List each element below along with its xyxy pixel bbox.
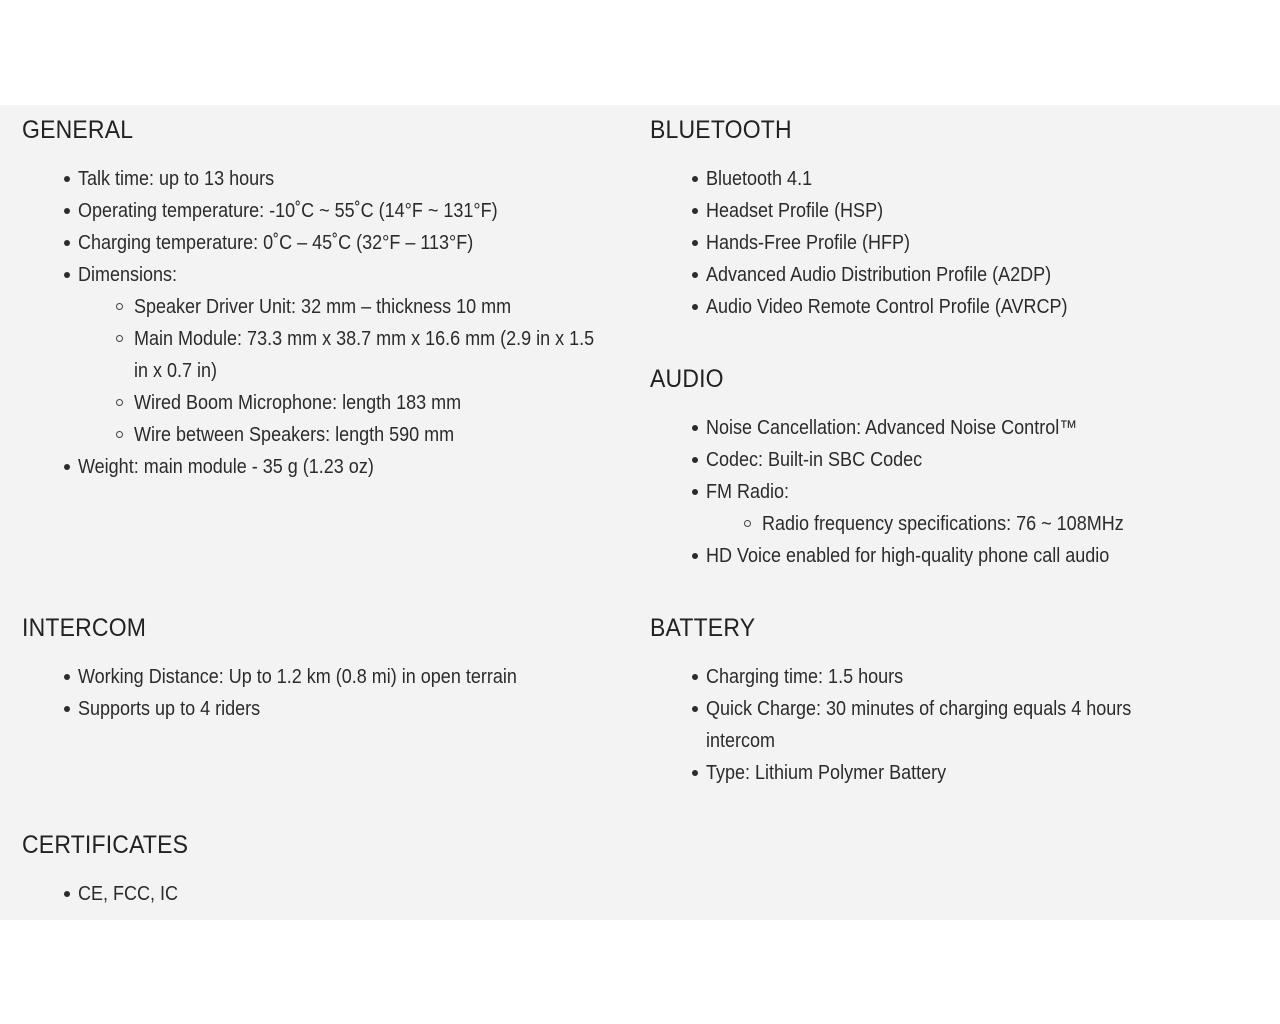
intercom-heading: INTERCOM [22,614,147,642]
list-item: Advanced Audio Distribution Profile (A2DP) [650,259,1250,291]
list-item: Working Distance: Up to 1.2 km (0.8 mi) in open terrain [22,661,622,693]
bluetooth-list [650,163,1250,323]
general-heading: GENERAL [22,116,134,144]
certificates-section [22,830,622,910]
audio-heading: AUDIO [650,365,724,393]
dimensions-list [78,291,622,451]
sub-list-item: Radio frequency specifications: 76 ~ 108MHz [706,508,1250,540]
general-section [22,115,622,483]
battery-section [650,613,1250,789]
list-item: Type: Lithium Polymer Battery [650,757,1250,789]
sub-list-item: Wired Boom Microphone: length 183 mm [78,387,622,419]
certificates-heading: CERTIFICATES [22,831,189,859]
battery-heading: BATTERY [650,614,756,642]
list-item: Audio Video Remote Control Profile (AVRCP) [650,291,1250,323]
list-item: Talk time: up to 13 hours [22,163,622,195]
list-item: Codec: Built-in SBC Codec [650,444,1250,476]
sub-list-item: Main Module: 73.3 mm x 38.7 mm x 16.6 mm (2.9 in x 1.5 in x 0.7 in) [78,323,622,387]
list-item: Bluetooth 4.1 [650,163,1250,195]
list-item: HD Voice enabled for high-quality phone call audio [650,540,1250,572]
battery-list [650,661,1250,789]
list-item: Charging temperature: 0˚C – 45˚C (32°F – 113°F) [22,227,622,259]
list-item: Weight: main module - 35 g (1.23 oz) [22,451,622,483]
sub-list-item: Speaker Driver Unit: 32 mm – thickness 10 mm [78,291,622,323]
intercom-list [22,661,622,725]
certificates-list [22,878,622,910]
general-list [22,163,622,483]
sub-list-item: Wire between Speakers: length 590 mm [78,419,622,451]
list-item: Quick Charge: 30 minutes of charging equals 4 hours intercom [650,693,1250,757]
list-item: Supports up to 4 riders [22,693,622,725]
spec-panel [0,105,1280,920]
audio-list [650,412,1250,572]
list-item: Charging time: 1.5 hours [650,661,1250,693]
bluetooth-section [650,115,1250,323]
list-item: Operating temperature: -10˚C ~ 55˚C (14°F ~ 131°F) [22,195,622,227]
intercom-section [22,613,622,725]
list-item: CE, FCC, IC [22,878,622,910]
audio-section [650,364,1250,572]
bluetooth-heading: BLUETOOTH [650,116,792,144]
list-item: Hands-Free Profile (HFP) [650,227,1250,259]
list-item: Noise Cancellation: Advanced Noise Control™ [650,412,1250,444]
fm-radio-list [706,508,1250,540]
list-item: Headset Profile (HSP) [650,195,1250,227]
list-item: FM Radio: Radio frequency specifications: 76 ~ 108MHz [650,476,1250,540]
list-item: Dimensions: Speaker Driver Unit: 32 mm – thickness 10 mm Main Module: 73.3 mm x 38.7 mm x 16.6 mm (2.9 in x 1.5 in x 0.7 in) Wired Boom Microphone: length 183 mm Wire between Speakers: length 590 mm [22,259,622,451]
